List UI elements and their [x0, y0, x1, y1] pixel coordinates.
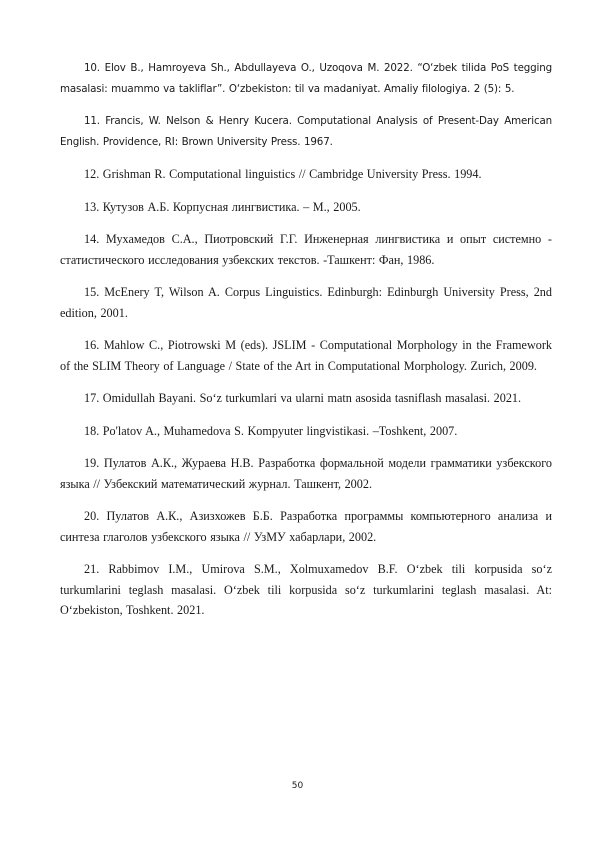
reference-item-10: 10. Elov B., Hamroyeva Sh., Abdullayeva O., Uzoqova M. 2022. “O‘zbek tilida PoS tegging masalasi: muammo va takliflar”. O‘zbekiston: til va madaniyat. Amaliy filologiya. 2 (5): 5. [60, 62, 552, 95]
reference-item-20: 20. Пулатов А.К., Азизхожев Б.Б. Разработка программы компьютерного анализа и синтеза глаголов узбекского языка // УзМУ хабарлари, 2002. [60, 509, 552, 544]
reference-item-17: 17. Omidullah Bayani. So‘z turkumlari va ularni matn asosida tasniflash masalasi. 2021. [84, 391, 522, 405]
reference-item-18: 18. Po'latov A., Muhamedova S. Kompyuter lingvistikasi. –Toshkent, 2007. [84, 423, 458, 438]
reference-list [60, 58, 552, 633]
reference-item-16: 16. Mahlow C., Piotrowski M (eds). JSLIM - Computational Morphology in the Framework of the SLIM Theory of Language / State of the Art in Computational Morphology. Zurich, 2009. [60, 338, 552, 373]
reference-item-19: 19. Пулатов А.К., Жураева Н.В. Разработка формальной модели грамматики узбекского языка // Узбекский математический журнал. Ташкент, 2002. [60, 456, 552, 491]
reference-item-15: 15. McEnery T, Wilson A. Corpus Linguistics. Edinburgh: Edinburgh University Press, 2nd edition, 2001. [60, 285, 552, 320]
reference-item-13: 13. Кутузов А.Б. Корпусная лингвистика. – М., 2005. [84, 199, 361, 214]
reference-item-14: 14. Мухамедов С.А., Пиотровский Г.Г. Инженерная лингвистика и опыт системно - статистического исследования узбекских текстов. -Ташкент: Фан, 1986. [60, 232, 552, 267]
reference-item-21: 21. Rabbimov I.M., Umirova S.M., Xolmuxamedov B.F. O‘zbek tili korpusida so‘z turkumlarini teglash masalasi. O‘zbek tili korpusida so‘z turkumlarini teglash masalasi. At: O‘zbekiston, Toshkent. 2021. [60, 562, 552, 617]
reference-item-12: 12. Grishman R. Computational linguistics // Cambridge University Press. 1994. [84, 167, 482, 181]
page-number: 50 [291, 781, 304, 791]
reference-item-11: 11. Francis, W. Nelson & Henry Kucera. Computational Analysis of Present-Day American English. Providence, RI: Brown University Press. 1967. [60, 115, 552, 148]
